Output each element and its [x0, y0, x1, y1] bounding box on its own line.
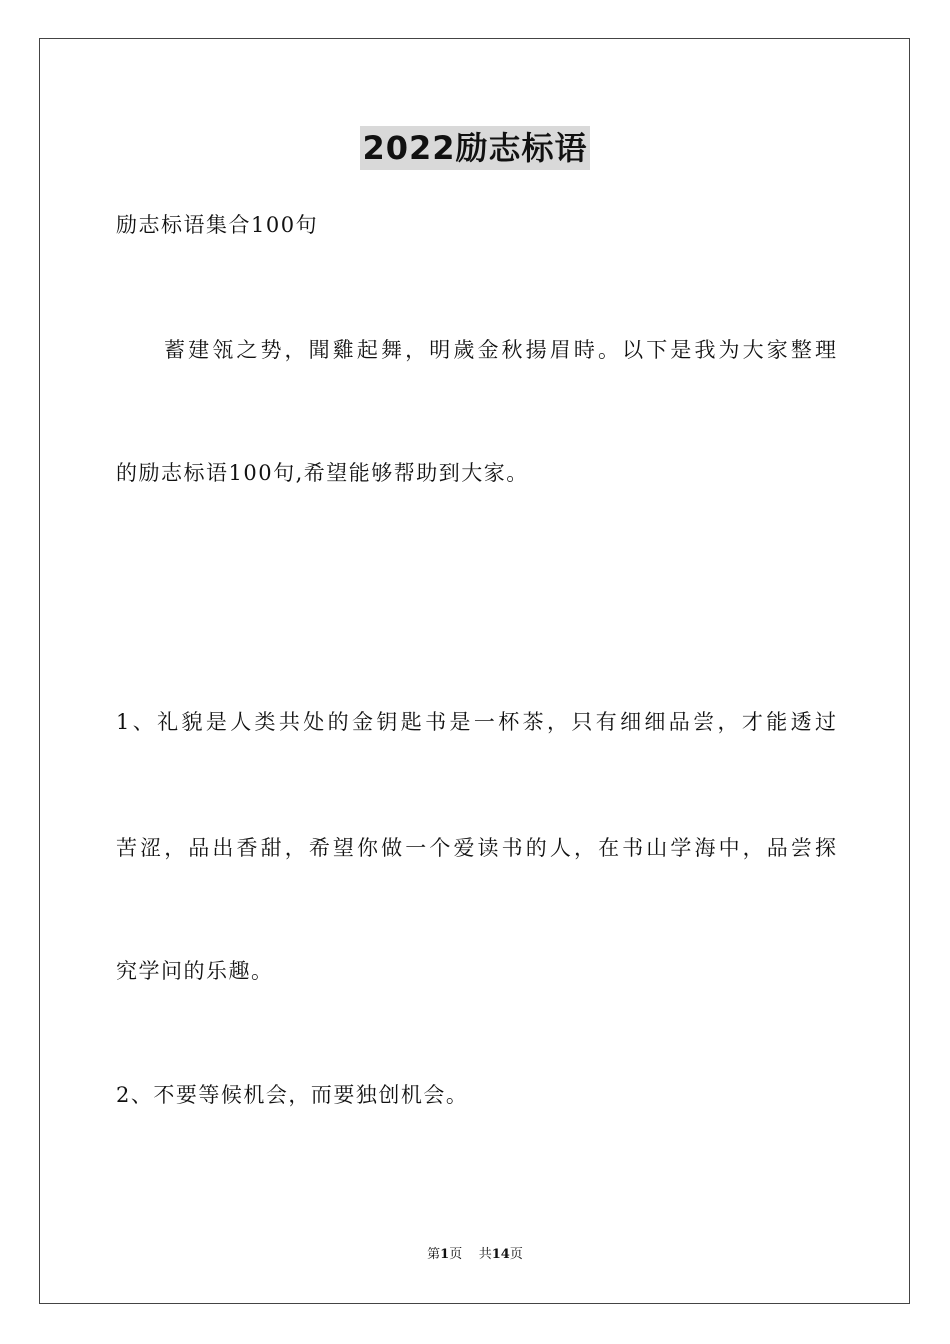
item-1-line-3: 究学问的乐趣。: [116, 959, 274, 983]
footer-mid: 页 共: [449, 1247, 492, 1262]
title-wrap: [0, 126, 950, 170]
footer-current-page: 1: [440, 1247, 450, 1262]
footer-total-pages: 14: [491, 1247, 510, 1262]
document-title: 2022励志标语: [360, 126, 589, 170]
subtitle: 励志标语集合100句: [116, 213, 319, 237]
footer-prefix: 第: [427, 1247, 441, 1262]
item-2-line-1: 2、不要等候机会，而要独创机会。: [116, 1083, 469, 1107]
intro-line-2: 的励志标语100句,希望能够帮助到大家。: [116, 461, 529, 485]
item-1-line-1: 1、礼貌是人类共处的金钥匙书是一杯茶，只有细细品尝，才能透过: [116, 710, 836, 734]
page-footer: [0, 1245, 950, 1265]
footer-suffix: 页: [509, 1247, 523, 1262]
intro-line-1: 蓄建瓴之势，聞雞起舞，明歲金秋揚眉時。以下是我为大家整理: [164, 338, 836, 362]
item-1-line-2: 苦涩，品出香甜，希望你做一个爱读书的人，在书山学海中，品尝探: [116, 836, 836, 860]
